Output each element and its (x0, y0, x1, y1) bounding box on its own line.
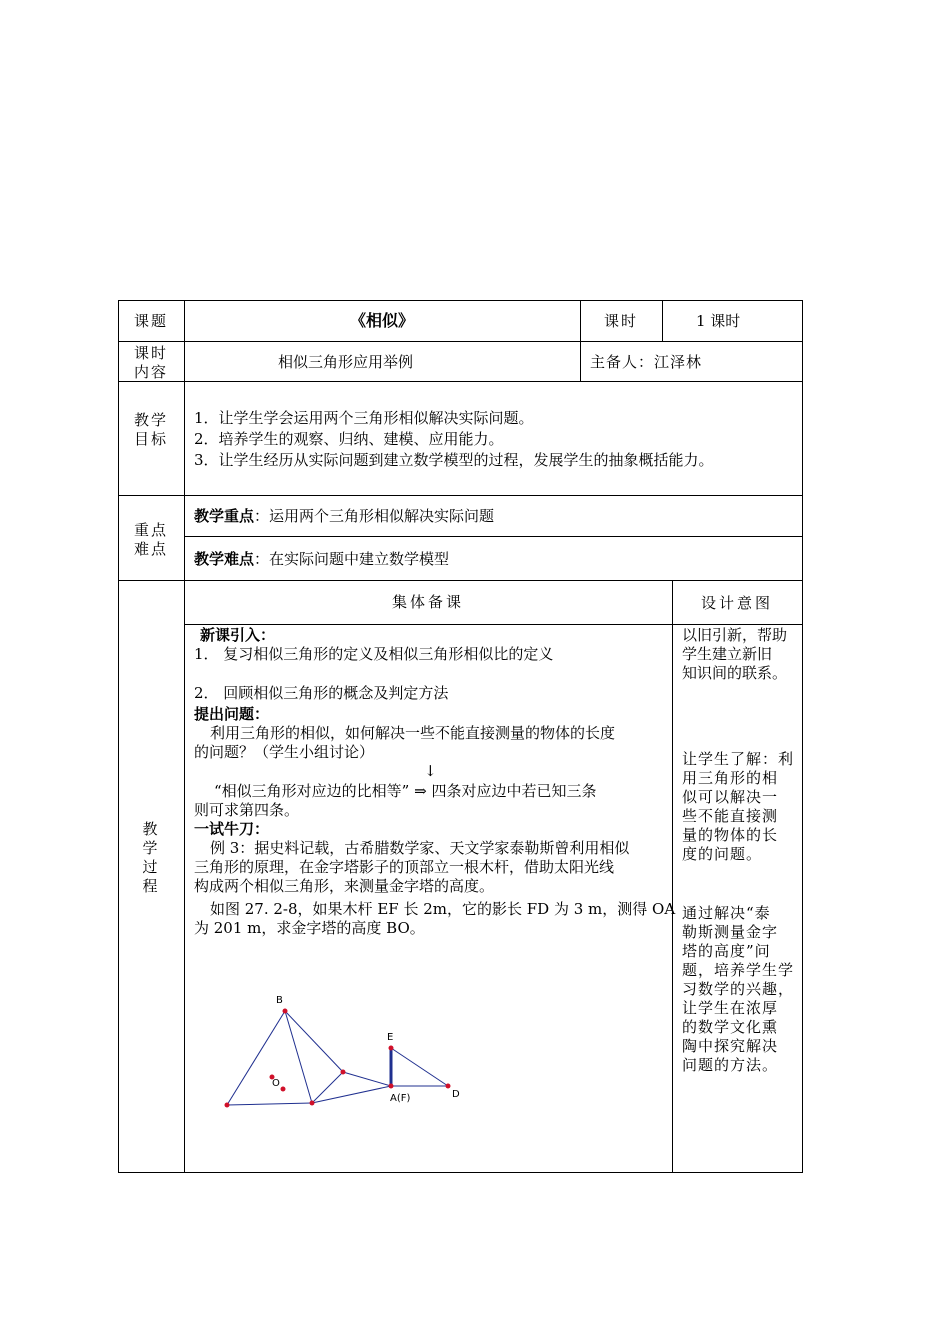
content-label-1: 课时 (133, 344, 168, 362)
process-label-char: 学 (142, 839, 160, 857)
row-divider (118, 580, 803, 581)
rule-text: 则可求第四条。 (194, 801, 300, 819)
intent-line: 度的问题。 (682, 845, 763, 863)
difficulty-line (194, 550, 449, 569)
label-d: D (452, 1089, 460, 1100)
intent-line: 以旧引新，帮助 (682, 626, 788, 644)
difficulty-label: 教学难点 (194, 550, 255, 568)
content-value: 相似三角形应用举例 (278, 353, 414, 371)
question-text: 的问题？（学生小组讨论） (194, 743, 375, 761)
intent-block-2 (682, 750, 794, 864)
intro-item: 1． 复习相似三角形的定义及相似三角形相似比的定义 (194, 645, 554, 663)
focus-text: ：运用两个三角形相似解决实际问题 (254, 507, 495, 525)
point (225, 1103, 230, 1108)
point (310, 1101, 315, 1106)
rule-text: “相似三角形对应边的比相等” ⇒ 四条对应边中若已知三条 (214, 782, 597, 800)
label-e: E (387, 1032, 394, 1043)
table-border-top (118, 300, 803, 301)
goals-label-2: 目标 (133, 430, 168, 448)
label-b: B (276, 995, 283, 1006)
point-a (389, 1084, 394, 1089)
intent-line: 用三角形的相 (682, 769, 779, 787)
intent-block-3 (682, 904, 794, 1075)
intent-line: 勒斯测量金字 (682, 923, 779, 941)
example-text: 三角形的原理，在金字塔影子的顶部立一根木杆，借助太阳光线 (194, 858, 615, 876)
figure-edge (227, 1103, 312, 1105)
difficulty-text: ：在实际问题中建立数学模型 (254, 550, 450, 568)
point-d (446, 1084, 451, 1089)
point-o (281, 1087, 286, 1092)
table-border-right (802, 300, 803, 1173)
intent-line: 知识间的联系。 (682, 664, 788, 682)
col-intent-header: 设计意图 (700, 594, 773, 612)
intent-line: 通过解决“泰 (682, 904, 771, 922)
intent-line: 塔的高度”问 (682, 942, 771, 960)
keypoints-label-2: 难点 (133, 540, 168, 558)
subject-label: 课题 (133, 312, 168, 330)
goal-item: 1．让学生学会运用两个三角形相似解决实际问题。 (194, 409, 534, 427)
process-label-char: 程 (142, 877, 160, 895)
pyramid-figure (210, 985, 480, 1120)
preparer: 主备人：江泽林 (590, 353, 703, 371)
label-o: O (272, 1078, 280, 1089)
intent-line: 让学生在浓厚 (682, 999, 779, 1017)
example-text: 例 3：据史料记载，古希腊数学家、天文学家泰勒斯曾利用相似 (210, 839, 630, 857)
goal-item: 3．让学生经历从实际问题到建立数学模型的过程，发展学生的抽象概括能力。 (194, 451, 714, 469)
intro-item: 2． 回顾相似三角形的概念及判定方法 (194, 684, 449, 702)
intent-line: 问题的方法。 (682, 1056, 779, 1074)
intro-heading: 新课引入： (200, 626, 276, 644)
intent-line: 量的物体的长 (682, 826, 779, 844)
focus-label: 教学重点 (194, 507, 255, 525)
row-divider (118, 341, 803, 342)
point-e (389, 1046, 394, 1051)
period-value: 1 课时 (696, 312, 741, 330)
figure-edge (343, 1072, 391, 1086)
intent-line: 些不能直接测 (682, 807, 779, 825)
question-text: 利用三角形的相似，如何解决一些不能直接测量的物体的长度 (210, 724, 616, 742)
intent-line: 陶中探究解决 (682, 1037, 779, 1055)
figure-edge (227, 1011, 285, 1105)
point (341, 1070, 346, 1075)
process-label-char: 教 (142, 820, 160, 838)
row-divider (184, 536, 803, 537)
col-divider (662, 300, 663, 341)
point-b (283, 1009, 288, 1014)
try-heading: 一试牛刀： (194, 820, 270, 838)
row-divider (184, 624, 803, 625)
intent-line: 题，培养学生学 (682, 961, 795, 979)
intent-line: 学生建立新旧 (682, 645, 773, 663)
figure-edge (312, 1072, 343, 1103)
question-heading: 提出问题： (194, 705, 270, 723)
focus-line (194, 507, 494, 526)
problem-text: 为 201 m，求金字塔的高度 BO。 (194, 919, 425, 937)
sunray-line (391, 1048, 448, 1086)
intent-block-1 (682, 626, 787, 683)
row-divider (118, 381, 803, 382)
process-label-char: 过 (142, 858, 160, 876)
intent-line: 习数学的兴趣， (682, 980, 795, 998)
col-divider (672, 580, 673, 1173)
period-label: 课时 (603, 312, 638, 330)
table-border-bottom (118, 1172, 803, 1173)
subject-title: 《相似》 (349, 311, 414, 330)
goals-label-1: 教学 (133, 411, 168, 429)
example-text: 构成两个相似三角形，来测量金字塔的高度。 (194, 877, 495, 895)
intent-line: 让学生了解：利 (682, 750, 795, 768)
problem-text: 如图 27. 2-8，如果木杆 EF 长 2m，它的影长 FD 为 3 m，测得 OA (210, 900, 676, 918)
intent-line: 似可以解决一 (682, 788, 779, 806)
intent-line: 的数学文化熏 (682, 1018, 779, 1036)
content-label-2: 内容 (133, 363, 168, 381)
keypoints-label-1: 重点 (133, 521, 168, 539)
figure-edge (312, 1086, 391, 1103)
col-main-header: 集体备课 (391, 593, 464, 611)
goal-item: 2．培养学生的观察、归纳、建模、应用能力。 (194, 430, 504, 448)
label-af: A(F) (390, 1093, 411, 1104)
col-divider (184, 300, 185, 1173)
row-divider (118, 495, 803, 496)
down-arrow-icon: ↓ (424, 762, 437, 780)
